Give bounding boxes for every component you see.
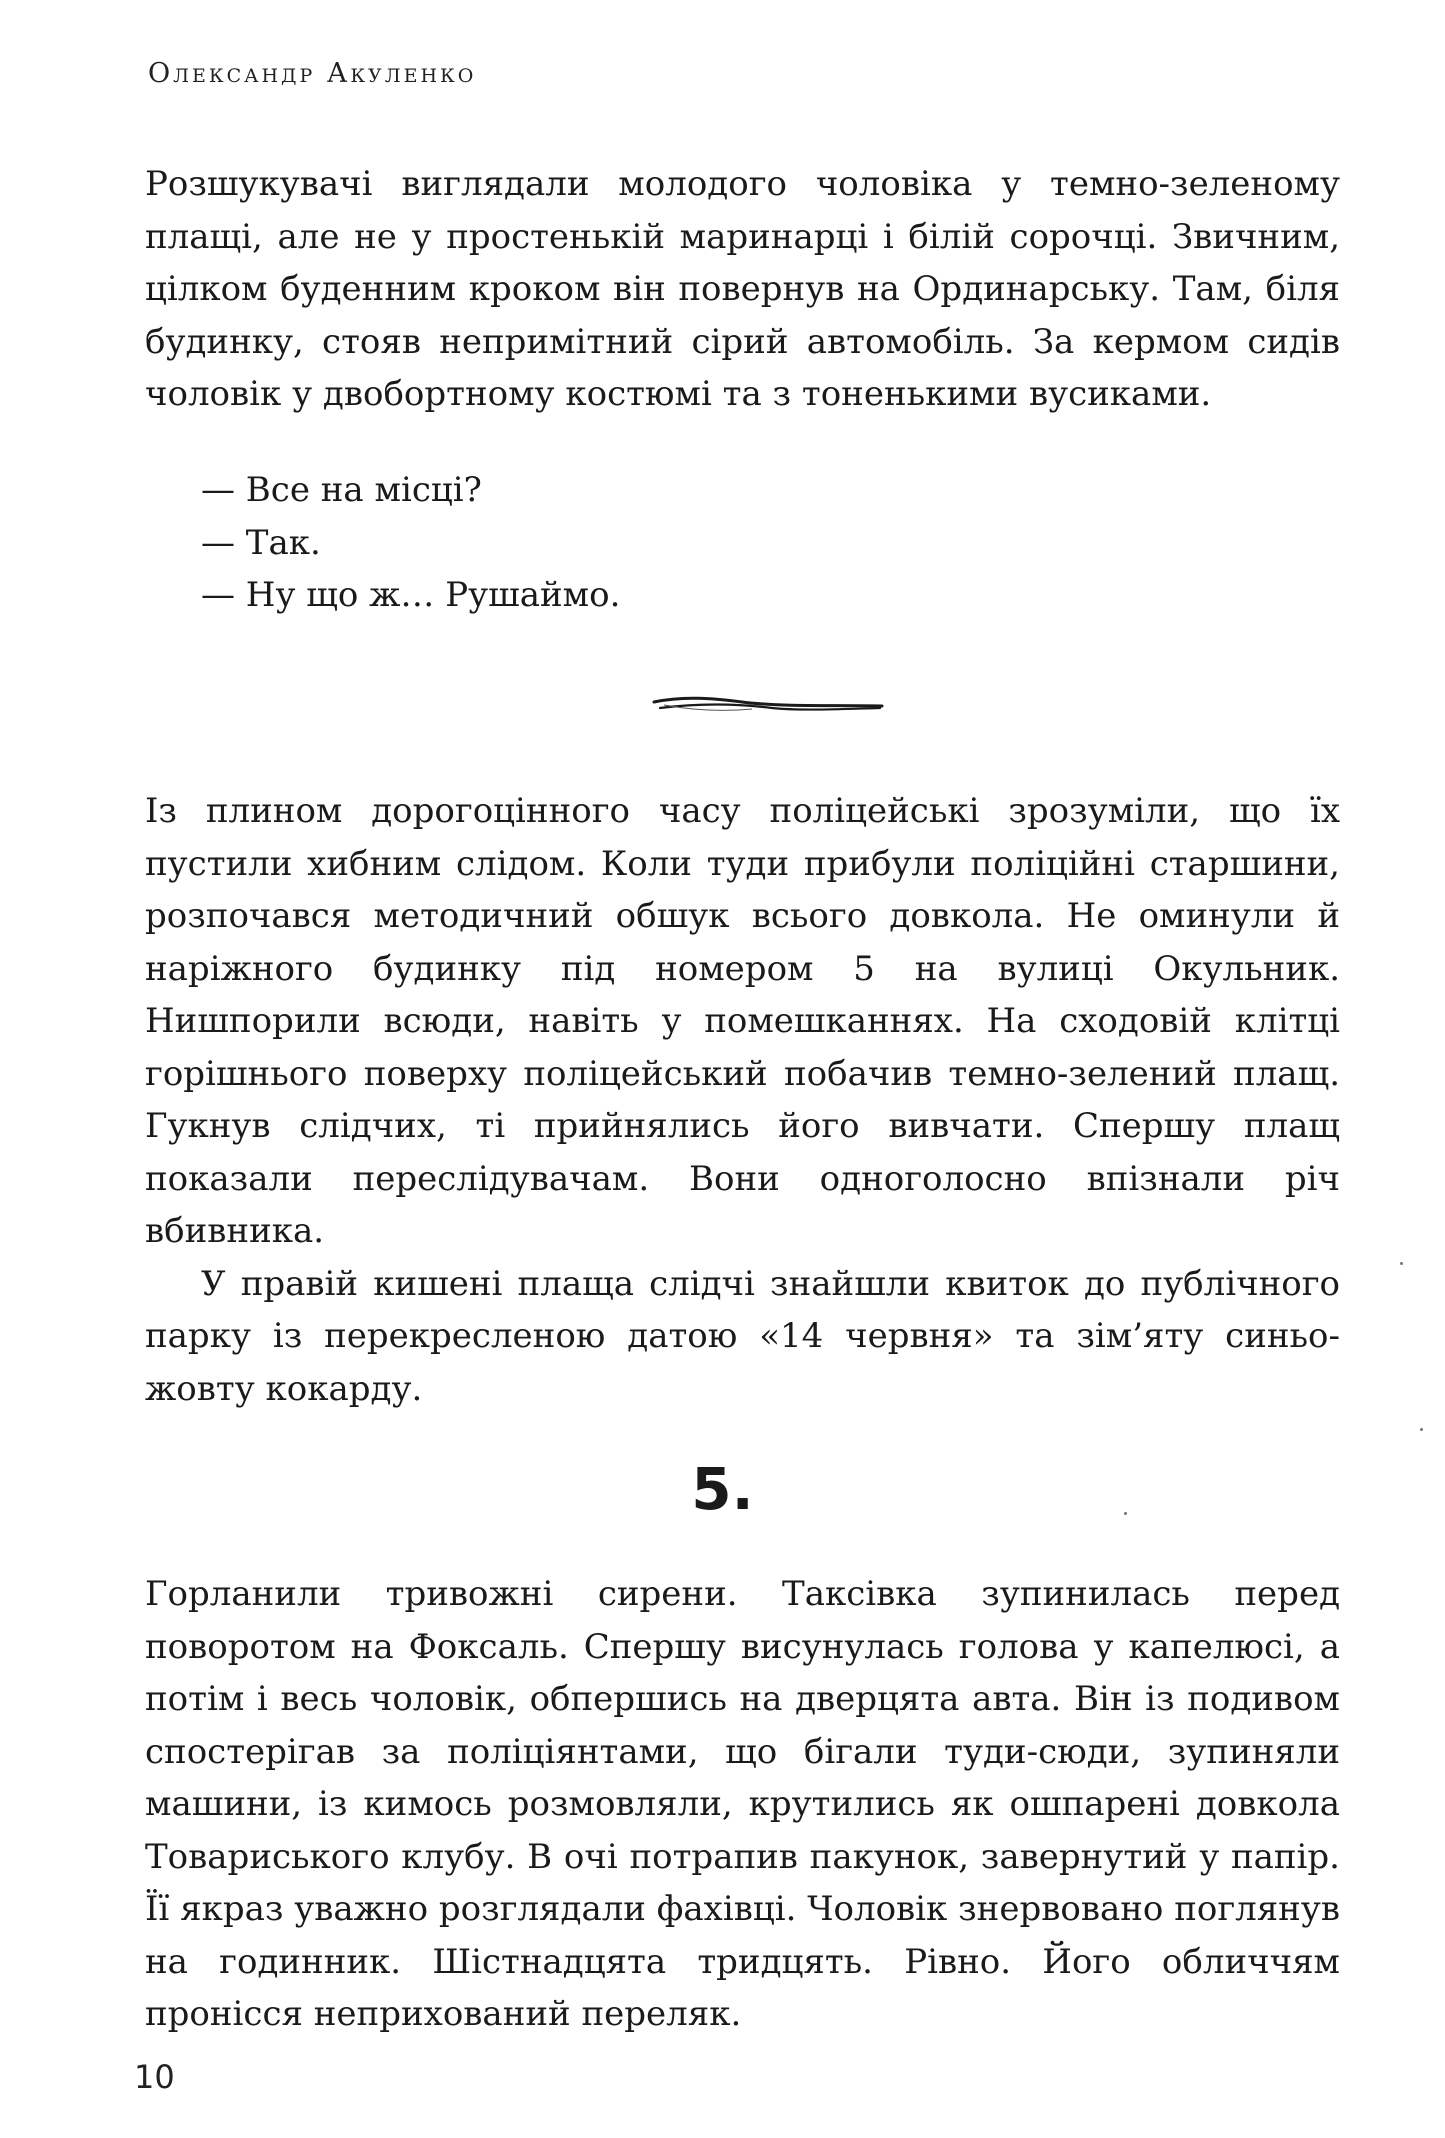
section-2 [145, 785, 1340, 1415]
section-3 [145, 1568, 1340, 2041]
scan-speck [1420, 1428, 1423, 1431]
paragraph: Із плином дорогоцінного часу поліцейські зрозуміли, що їх пустили хибним слідом. Коли туди прибули поліційні старшини, розпочався методичний обшук всього довкола. Не оминули й наріжного будинку під номером 5 на вулиці Окульник. Нишпорили всюди, навіть у помешканнях. На сходовій клітці горішнього поверху поліцейський побачив темно-зелений плащ. Гукнув слідчих, ті прийнялись його вивчати. Спершу плащ показали переслідувачам. Вони одноголосно впізнали річ вбивника. [145, 791, 1340, 1251]
dialog [145, 464, 1340, 622]
dialog-line: — Так. [201, 522, 321, 563]
running-head-author: Олександр Акуленко [148, 58, 477, 89]
scan-speck [1124, 1512, 1127, 1515]
chapter-number: 5. [691, 1455, 754, 1523]
section-1 [145, 158, 1340, 421]
paragraph: Горланили тривожні сирени. Таксівка зупинилась перед поворотом на Фоксаль. Спершу висунулась голова у капелюсі, а потім і весь чоловік, обпершись на дверцята авта. Він із подивом спостерігав за поліціянтами, що бігали туди-сюди, зупиняли машини, із кимось розмовляли, крутились як ошпарені довкола Товариського клубу. В очі потрапив пакунок, завернутий у папір. Її якраз уважно розглядали фахівці. Чоловік знервовано поглянув на годинник. Шістнадцята тридцять. Рівно. Його обличчям пронісся неприхований переляк. [145, 1574, 1340, 2034]
paragraph: Розшукувачі виглядали молодого чоловіка у темно-зеленому плащі, але не у простенькій маринарці і білій сорочці. Звичним, цілком буденним кроком він повернув на Ординарську. Там, біля будинку, стояв непримітний сірий автомобіль. За кермом сидів чоловік у двобортному костюмі та з тоненькими вусиками. [145, 164, 1340, 414]
section-divider-flourish-icon [652, 690, 884, 718]
dialog-line: — Ну що ж… Рушаймо. [201, 575, 621, 615]
scan-speck [1400, 1262, 1403, 1265]
page-number: 10 [134, 2058, 175, 2096]
dialog-line: — Все на місці? [201, 470, 482, 510]
paragraph: У правій кишені плаща слідчі знайшли квиток до публічного парку із перекресленою датою «14 червня» та зім’яту синьо-жовту кокарду. [145, 1263, 1340, 1409]
